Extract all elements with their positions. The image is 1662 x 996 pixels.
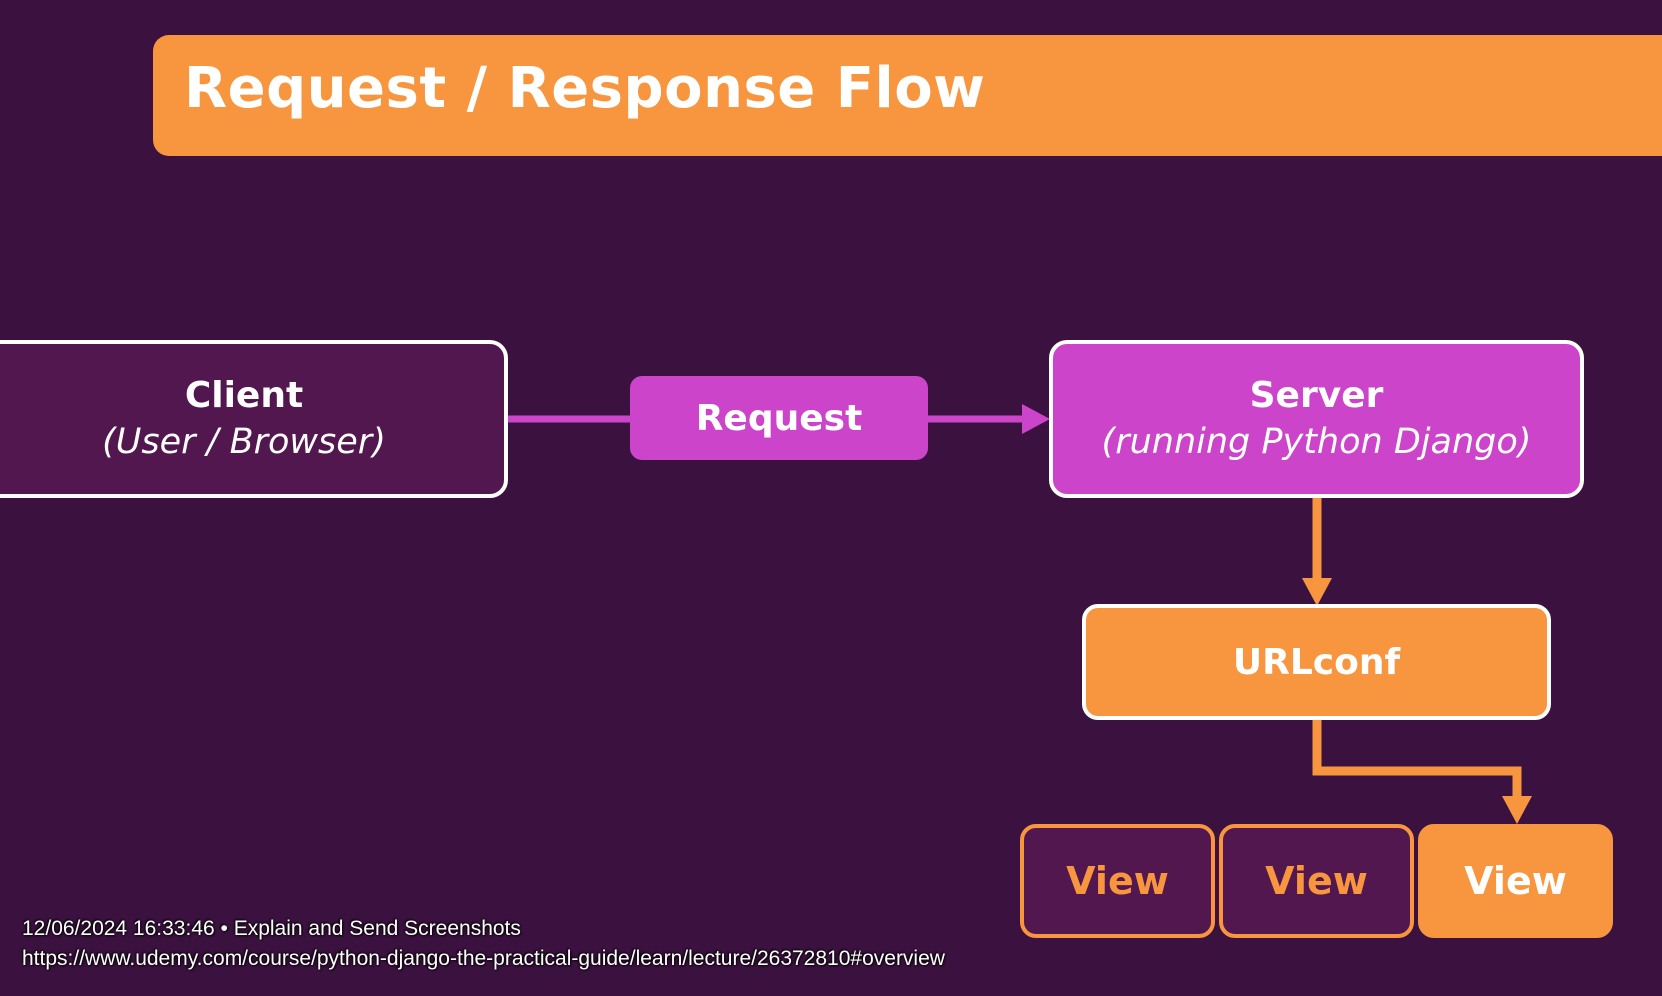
server-title: Server (1249, 375, 1384, 416)
client-box (0, 340, 508, 498)
view-box-1: View (1020, 824, 1215, 938)
server-subtitle: (running Python Django) (1101, 422, 1532, 462)
view-box-3: View (1418, 824, 1613, 938)
request-server-arrowhead (1022, 404, 1050, 434)
server-urlconf-arrowhead (1302, 578, 1332, 606)
screenshot-url: https://www.udemy.com/course/python-django-the-practical-guide/learn/lecture/26372810#overview (22, 947, 945, 970)
server-box (1049, 340, 1584, 498)
slide-title: Request / Response Flow (184, 56, 986, 121)
view-box-2: View (1219, 824, 1414, 938)
urlconf-box: URLconf (1082, 604, 1551, 720)
screenshot-timestamp: 12/06/2024 16:33:46 • Explain and Send Screenshots (22, 917, 521, 940)
client-title: Client (184, 375, 304, 416)
urlconf-view-connector (1317, 719, 1517, 798)
client-subtitle: (User / Browser) (102, 422, 386, 462)
request-pill: Request (630, 376, 928, 460)
urlconf-view-arrowhead (1502, 796, 1532, 824)
